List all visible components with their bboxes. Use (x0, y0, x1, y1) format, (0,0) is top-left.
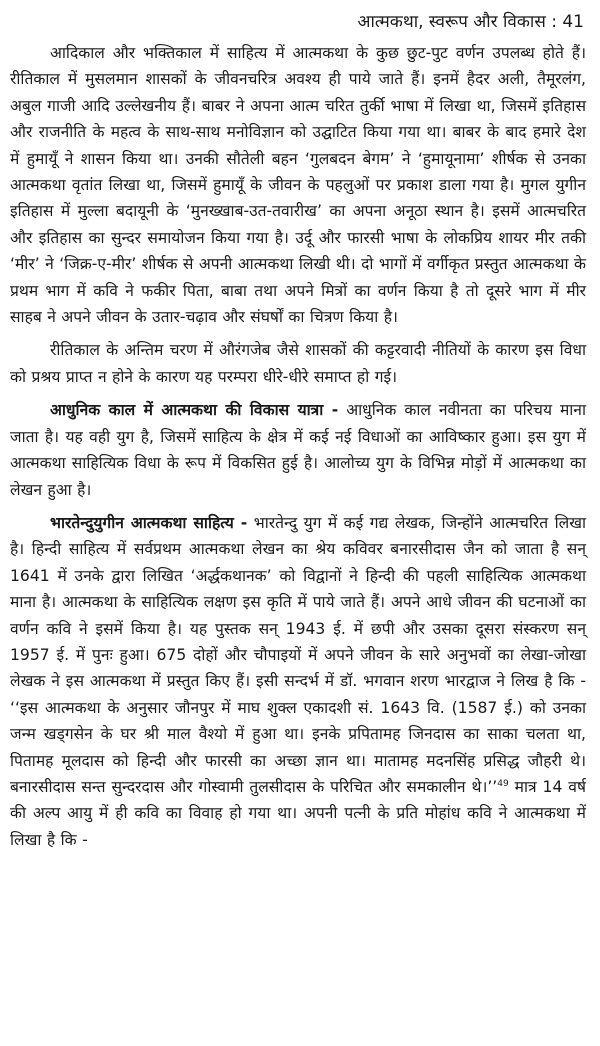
bharatendu-era-text-continued: मात्र 14 वर्ष की अल्प आयु में ही कवि का विवाह हो गया था। अपनी पत्नी के प्रति मोहांध कवि ने आत्मकथा में लिखा है कि - (10, 777, 586, 849)
paragraph-modern-period (10, 397, 586, 503)
section-heading-bharatendu-era: भारतेन्दुयुगीन आत्मकथा साहित्य - (50, 513, 248, 532)
paragraph-ritikal-end: रीतिकाल के अन्तिम चरण में औरंगजेब जैसे शासकों की कट्टरवादी नीतियों के कारण इस विधा को प्रश्रय प्राप्त न होने के कारण यह परम्परा धीरे-धीरे समाप्त हो गई। (10, 341, 586, 386)
bharatendu-era-text: भारतेन्दु युग में कई गद्य लेखक, जिन्होंने आत्मचरित लिखा है। हिन्दी साहित्य में सर्वप्रथम आत्मकथा लेखन का श्रेय कविवर बनारसीदास जैन को जाता है सन् 1641 में उनके द्वारा लिखित ‘अर्द्धकथानक’ को विद्वानों ने हिन्दी की पहली साहित्यिक आत्मकथा माना है। आत्मकथा के साहित्यिक लक्षण इस कृति में पाये जाते हैं। अपने आधे जीवन की घटनाओं का वर्णन कवि ने इसमें किया है। यह पुस्तक सन् 1943 ई. में छपी और उसका दूसरा संस्करण सन् 1957 ई. में पुनः हुआ। 675 दोहों और चौपाइयों में अपने जीवन के सारे अनुभवों का लेखा-जोखा लेखक ने इस आत्मकथा में प्रस्तुत किए हैं। इसी सन्दर्भ में डॉ. भगवान शरण भारद्वाज ने लिख है कि - ‘‘इस आत्मकथा के अनुसार जौनपुर में माघ शुक्ल एकादशी सं. 1643 वि. (1587 ई.) को उनका जन्म खड्गसेन के घर श्री माल वैश्यो में हुआ था। इनके प्रपितामह जिनदास का साका चलता था, पितामह मूलदास को हिन्दी और फारसी का अच्छा ज्ञान था। मातामह मदनसिंह प्रसिद्ध जौहरी थे। बनारसीदास सन्त सुन्दरदास और गोस्वामी तुलसीदास के परिचित और समकालीन थे।’’ (10, 513, 586, 796)
footnote-marker: 49 (497, 778, 509, 789)
modern-period-text: आधुनिक काल नवीनता का परिचय माना जाता है। यह वही युग है, जिसमें साहित्य के क्षेत्र में कई नई विधाओं का आविष्कार हुआ। इस युग में आत्मकथा साहित्यिक विधा के रूप में विकसित हुई है। आलोच्य युग के विभिन्न मोड़ों में आत्मकथा का लेखन हुआ है। (10, 401, 587, 499)
paragraph-bharatendu-era (10, 510, 586, 853)
running-head: आत्मकथा, स्वरूप और विकास : 41 (357, 12, 584, 32)
paragraph-early-periods: आदिकाल और भक्तिकाल में साहित्य में आत्मकथा के कुछ छुट-पुट वर्णन उपलब्ध होते हैं। रीतिकाल में मुसलमान शासकों के जीवनचरित्र अवश्य ही पाये जाते हैं। इनमें हैदर अली, तैमूरलंग, अबुल गाजी आदि उल्लेखनीय हैं। बाबर ने अपना आत्म चरित तुर्की भाषा में लिखा था, जिसमें इतिहास और राजनीति के महत्व के साथ-साथ मनोविज्ञान को उद्घाटित किया गया था। बाबर के बाद हमारे देश में हुमायूँ ने शासन किया था। उनकी सौतेली बहन ‘गुलबदन बेगम’ ने ‘हुमायूनामा’ शीर्षक से उनका आत्मकथा वृतांत लिखा था, जिसमें हुमायूँ के जीवन के पहलुओं पर प्रकाश डाला गया है। मुगल युगीन इतिहास में मुल्ला बदायूनी के ‘मुनख्खाब-उत-तवारीख’ का अपना अनूठा स्थान है। इसमें आत्मचरित और इतिहास का सुन्दर समायोजन किया गया है। उर्दू और फारसी भाषा के लोकप्रिय शायर मीर तकी ‘मीर’ ने ‘जिक्र-ए-मीर’ शीर्षक से अपनी आत्मकथा लिखी थी। दो भागों में वर्गीकृत प्रस्तुत आत्मकथा के प्रथम भाग में कवि ने फकीर पिता, बाबा तथा अपने मित्रों का वर्णन किया है तो दूसरे भाग में मीर साहब ने अपने जीवन के उतार-चढ़ाव और संघर्षों का चित्रण किया है। (10, 44, 586, 327)
section-heading-modern-period: आधुनिक काल में आत्मकथा की विकास यात्रा - (50, 401, 339, 420)
